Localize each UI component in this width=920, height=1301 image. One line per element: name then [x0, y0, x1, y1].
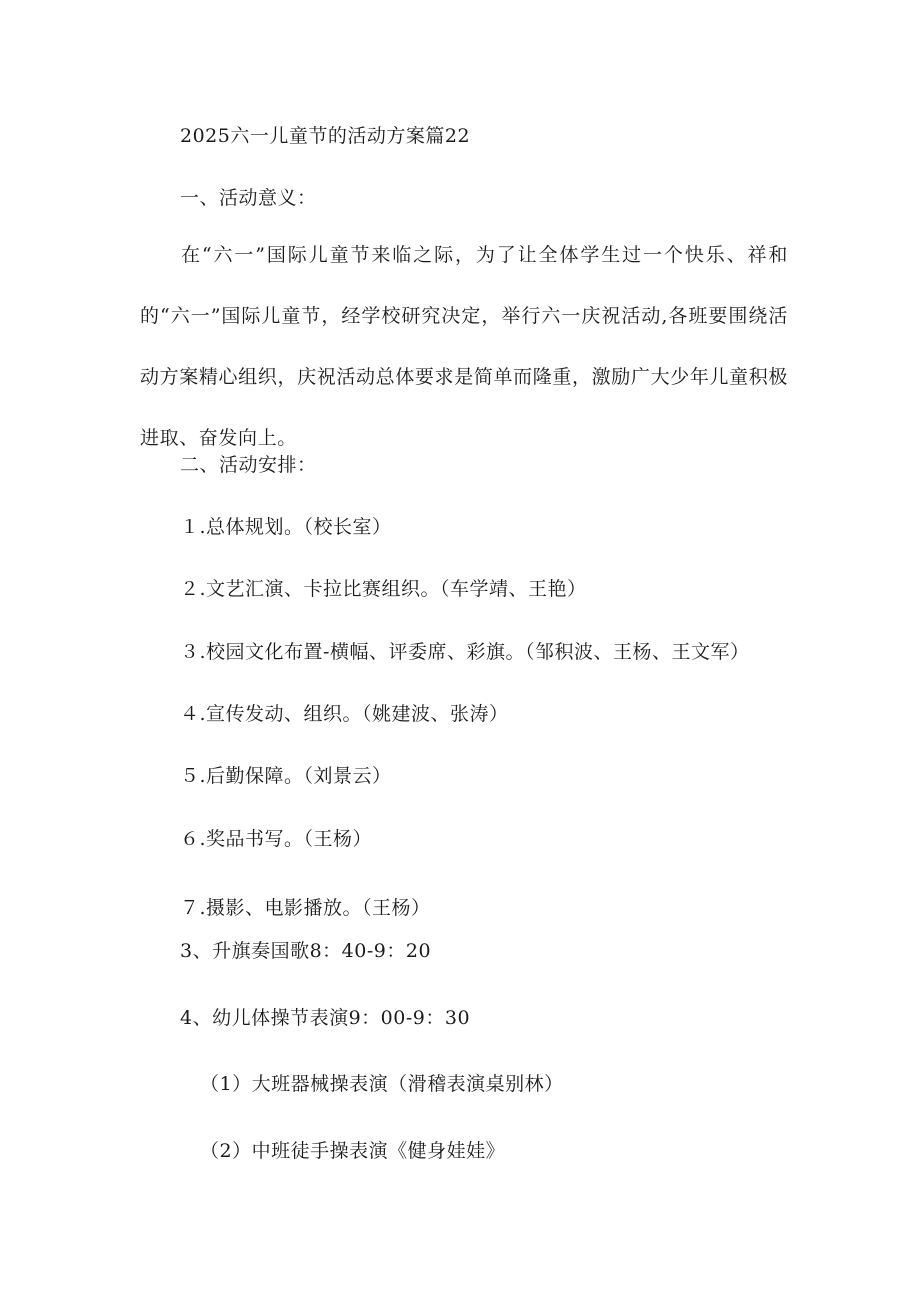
section-heading-arrangement: 二、活动安排： [180, 454, 317, 476]
arrangement-item: ６.奖品书写。（王杨） [180, 828, 373, 850]
sub-item: （1）大班器械操表演（滑稽表演桌别林） [200, 1073, 564, 1095]
gymnastics-item: 4、幼儿体操节表演9：00-9：30 [180, 1007, 471, 1029]
section-heading-significance: 一、活动意义： [180, 187, 317, 209]
arrangement-item: ３.校园文化布置-横幅、评委席、彩旗。（邹积波、王杨、王文军） [180, 641, 750, 663]
arrangement-item: ７.摄影、电影播放。（王杨） [180, 897, 431, 919]
arrangement-item: ５.后勤保障。（刘景云） [180, 765, 392, 787]
flag-raising-item: 3、升旗奏国歌8：40-9：20 [180, 940, 432, 962]
sub-item: （2）中班徒手操表演《健身娃娃》 [200, 1140, 506, 1162]
arrangement-item: ２.文艺汇演、卡拉比赛组织。（车学靖、王艳） [180, 578, 587, 600]
document-title: 2025六一儿童节的活动方案篇22 [180, 125, 471, 147]
significance-paragraph: 在“六一”国际儿童节来临之际，为了让全体学生过一个快乐、祥和的“六一”国际儿童节，经学校研究决定，举行六一庆祝活动,各班要围绕活动方案精心组织，庆祝活动总体要求是简单而隆重，激励广大少年儿童积极进取、奋发向上。 [140, 244, 788, 449]
arrangement-item: １.总体规划。（校长室） [180, 516, 392, 538]
arrangement-item: ４.宣传发动、组织。（姚建波、张涛） [180, 703, 509, 725]
